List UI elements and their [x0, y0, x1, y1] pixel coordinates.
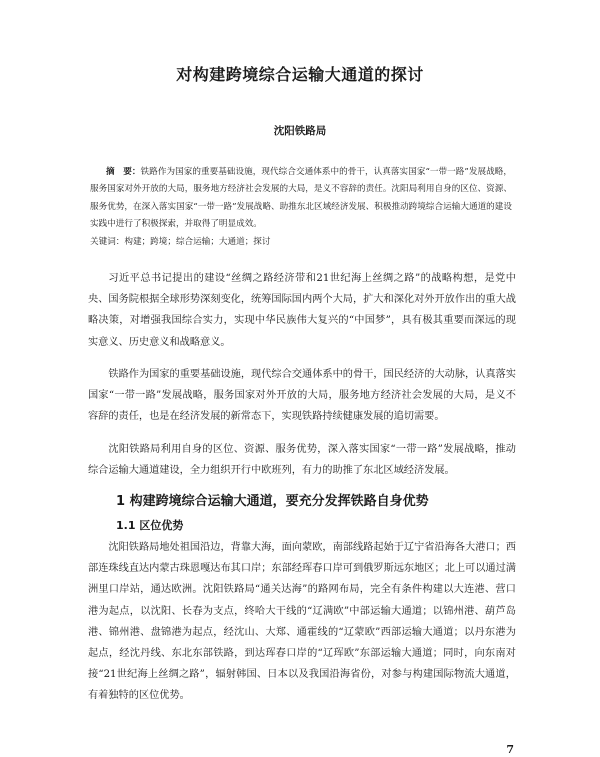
body-paragraph-2-container	[88, 364, 516, 428]
author-affiliation: 沈阳铁路局	[273, 125, 327, 137]
paper-title: 对构建跨境综合运输大通道的探讨	[176, 65, 424, 84]
body-paragraph-3-container	[88, 439, 516, 481]
keywords	[90, 235, 510, 249]
subsection-heading: 1.1 区位优势	[116, 519, 184, 532]
page-number: 7	[506, 743, 514, 756]
abstract	[90, 164, 512, 234]
keywords-label: 关键词：	[90, 237, 125, 247]
body-paragraph: 沈阳铁路局利用自身的区位、资源、服务优势，深入落实国家“一带一路”发展战略，推动综合运输大通道建设，全力组织开行中欧班列，有力的助推了东北区域经济发展。	[88, 444, 516, 477]
body-paragraph: 习近平总书记提出的建设“丝绸之路经济带和21世纪海上丝绸之路”的战略构想，是党中央、国务院根据全球形势深刻变化，统筹国际国内两个大局，扩大和深化对外开放作出的重大战略决策，对增强我国综合实力，实现中华民族伟大复兴的“中国梦”，具有极其重要而深远的现实意义、历史意义和战略意义。	[88, 273, 516, 348]
abstract-label: 摘 要：	[106, 167, 141, 177]
abstract-text: 铁路作为国家的重要基础设施，现代综合交通体系中的骨干，认真落实国家“一带一路”发展战略，服务国家对外开放的大局，服务地方经济社会发展的大局，是义不容辞的责任。沈阳局利用自身的区位、资源、服务优势，在深入落实国家“一带一路”发展战略、助推东北区域经济发展、积极推动跨境综合运输大通道的建设实践中进行了积极探索，并取得了明显成效。	[90, 167, 512, 230]
body-paragraph: 铁路作为国家的重要基础设施，现代综合交通体系中的骨干，国民经济的大动脉，认真落实国家“一带一路”发展战略，服务国家对外开放的大局，服务地方经济社会发展的大局，是义不容辞的责任，也是在经济发展的新常态下，实现铁路持续健康发展的追切需要。	[88, 369, 516, 423]
section-paragraph: 沈阳铁路局地处祖国沿边，背靠大海，面向蒙欧，南部线路起始于辽宁省沿海各大港口；西部连珠线直达内蒙古珠恩嘎达布其口岸；东部经珲春口岸可到俄罗斯远东地区；北上可以通过满洲里口岸站，通达欧洲。沈阳铁路局“通关达海”的路网布局，完全有条件构建以大连港、营口港为起点，以沈阳、长春为支点，终哈大干线的“辽满欧”中部运输大通道；以锦州港、葫芦岛港、锦州港、盘锦港为起点，经沈山、大郑、通霍线的“辽蒙欧”西部运输大通道；以丹东港为起点，经沈丹线、东北东部铁路，到达珲春口岸的“辽珲欧”东部运输大通道；同时，向东南对接“21世纪海上丝绸之路”，辐射韩国、日本以及我国沿海省份，对参与构建国际物流大通道，有着独特的区位优势。	[88, 542, 516, 702]
body-paragraph-1-container	[88, 268, 516, 353]
section-paragraph-container	[88, 537, 516, 707]
section-heading: 1 构建跨境综合运输大通道，要充分发挥铁路自身优势	[116, 494, 429, 509]
keywords-text: 构建；跨境；综合运输；大通道；探讨	[124, 237, 271, 247]
